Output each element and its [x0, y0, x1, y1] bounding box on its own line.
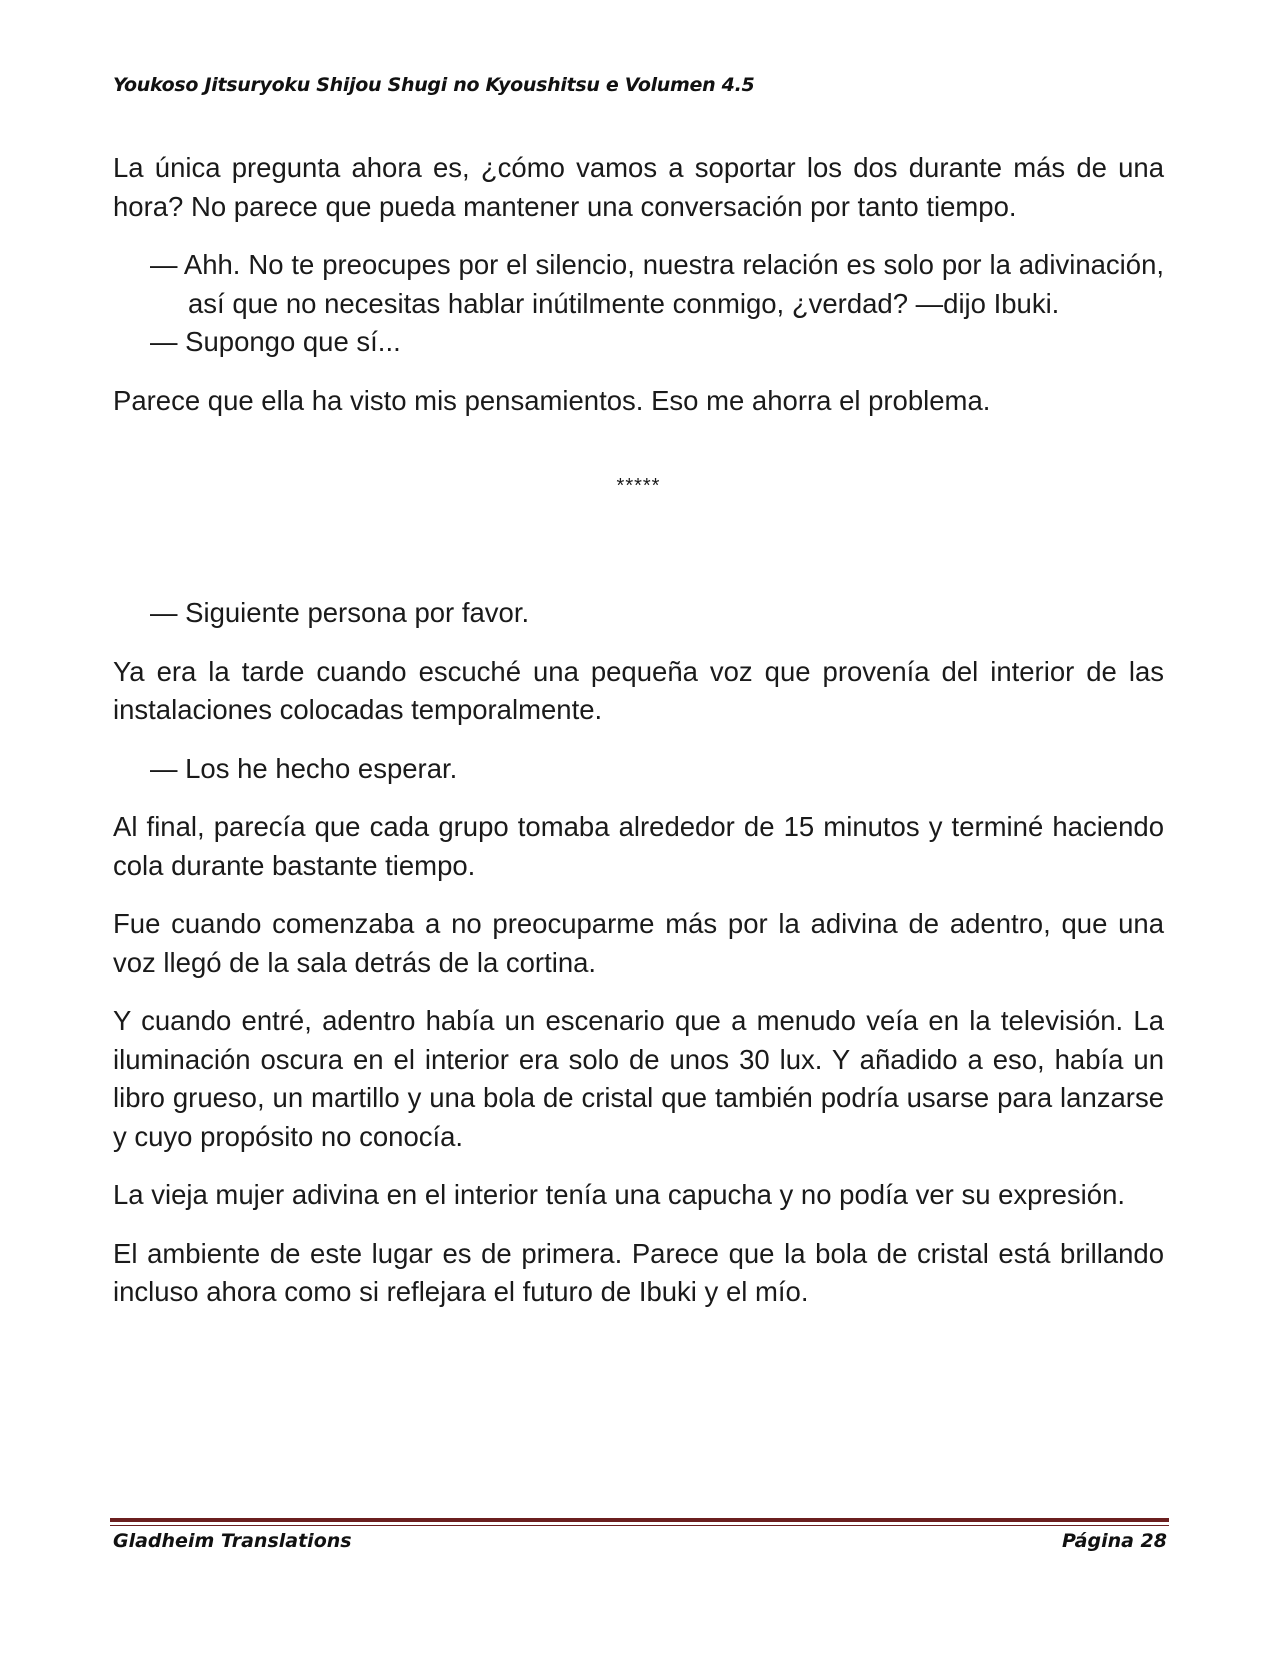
footer-divider [110, 1518, 1169, 1526]
running-header: Youkoso Jitsuryoku Shijou Shugi no Kyoushitsu e Volumen 4.5 [113, 74, 755, 96]
paragraph-4: Al final, parecía que cada grupo tomaba alrededor de 15 minutos y terminé haciendo cola durante bastante tiempo. [113, 811, 1164, 881]
scene-separator: ***** [616, 475, 661, 497]
paragraph-6: Y cuando entré, adentro había un escenario que a menudo veía en la televisión. La iluminación oscura en el interior era solo de unos 30 lux. Y añadido a eso, había un libro grueso, un martillo y una bola de cristal que también podría usarse para lanzarse y cuyo propósito no conocía. [113, 1005, 1164, 1152]
dialogue-line: — Los he hecho esperar. [150, 752, 458, 784]
footer-divider-thick [110, 1518, 1169, 1522]
paragraph-5: Fue cuando comenzaba a no preocuparme más por la adivina de adentro, que una voz llegó de la sala detrás de la cortina. [113, 908, 1164, 978]
page-body [113, 149, 1164, 1332]
dialogue-line: — Ahh. No te preocupes por el silencio, nuestra relación es solo por la adivinación, así que no necesitas hablar inútilmente conmigo, ¿verdad? —dijo Ibuki. [150, 249, 1164, 319]
dialogue-block-3 [113, 750, 1164, 789]
dialogue-block-2 [113, 594, 1164, 633]
dialogue-line: — Siguiente persona por favor. [150, 597, 530, 628]
dialogue-block-1 [113, 246, 1164, 362]
paragraph-1: La única pregunta ahora es, ¿cómo vamos a soportar los dos durante más de una hora? No parece que pueda mantener una conversación por tanto tiempo. [113, 152, 1164, 222]
footer-divider-thin [110, 1525, 1169, 1526]
footer-credit: Gladheim Translations [113, 1530, 352, 1552]
paragraph-2: Parece que ella ha visto mis pensamientos. Eso me ahorra el problema. [113, 384, 991, 416]
page-number: Página 28 [1061, 1530, 1167, 1552]
paragraph-3: Ya era la tarde cuando escuché una pequeña voz que provenía del interior de las instalaciones colocadas temporalmente. [113, 655, 1164, 725]
paragraph-7: La vieja mujer adivina en el interior tenía una capucha y no podía ver su expresión. [113, 1179, 1126, 1210]
dialogue-line: — Supongo que sí... [150, 326, 401, 357]
paragraph-8: El ambiente de este lugar es de primera. Parece que la bola de cristal está brillando incluso ahora como si reflejara el futuro de Ibuki y el mío. [113, 1237, 1164, 1307]
